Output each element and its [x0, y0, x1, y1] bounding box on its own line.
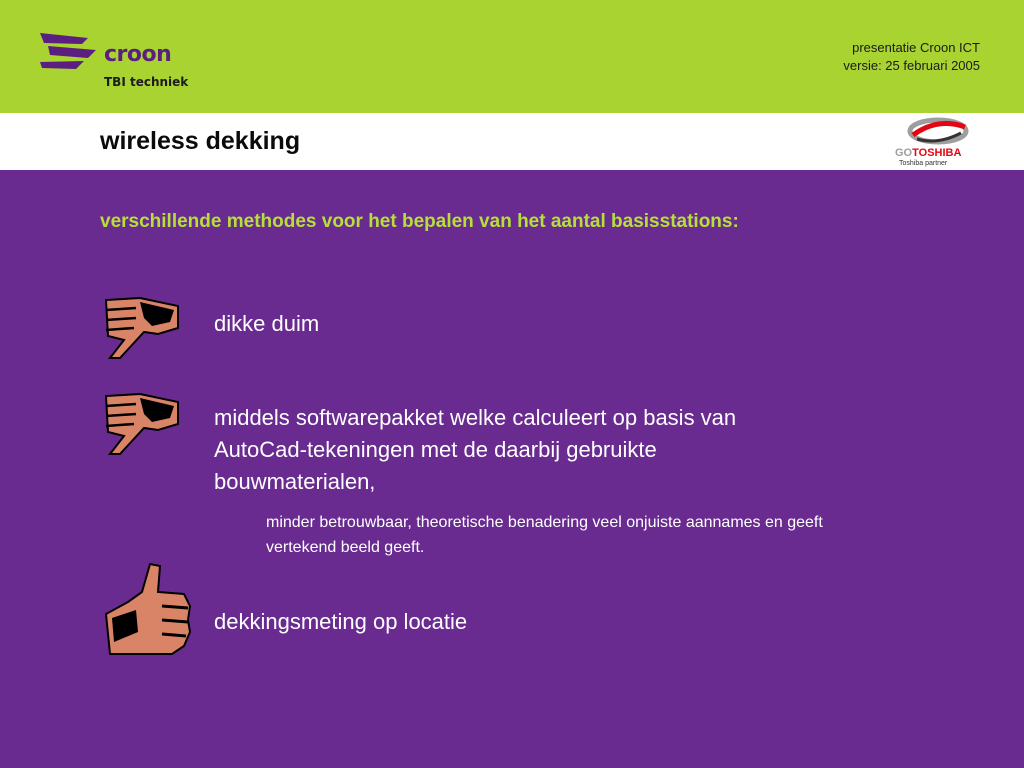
- page-title: wireless dekking: [100, 127, 301, 155]
- partner-brand: TOSHIBA: [912, 147, 962, 159]
- logo-wordmark: croon: [104, 42, 172, 67]
- toshiba-partner-logo: [893, 113, 983, 170]
- thumb-sideways-icon: [100, 296, 182, 360]
- sub-note: minder betrouwbaar, theoretische benadering veel onjuiste aannames en geeft vertekend beeld geeft.: [266, 514, 823, 556]
- list-item-text: middels softwarepakket welke calculeert op basis van AutoCad-tekeningen met de daarbij gebruikte bouwmaterialen,: [214, 405, 737, 494]
- list-item-text: dikke duim: [214, 311, 320, 336]
- section-subtitle: verschillende methodes voor het bepalen van het aantal basisstations:: [100, 211, 739, 232]
- thumb-sideways-icon: [100, 392, 182, 456]
- logo-subtitle: TBI techniek: [104, 75, 189, 89]
- presentation-meta: [843, 39, 980, 75]
- thumb-up-icon: [102, 562, 194, 656]
- meta-line-version: versie: 25 februari 2005: [843, 58, 980, 73]
- partner-go: GO: [895, 147, 913, 159]
- partner-wordmark: [895, 147, 961, 159]
- partner-swoosh-icon: [903, 115, 973, 147]
- meta-line-presentation: presentatie Croon ICT: [852, 40, 980, 55]
- list-item-text: dekkingsmeting op locatie: [214, 609, 468, 634]
- partner-subtitle: Toshiba partner: [899, 160, 948, 167]
